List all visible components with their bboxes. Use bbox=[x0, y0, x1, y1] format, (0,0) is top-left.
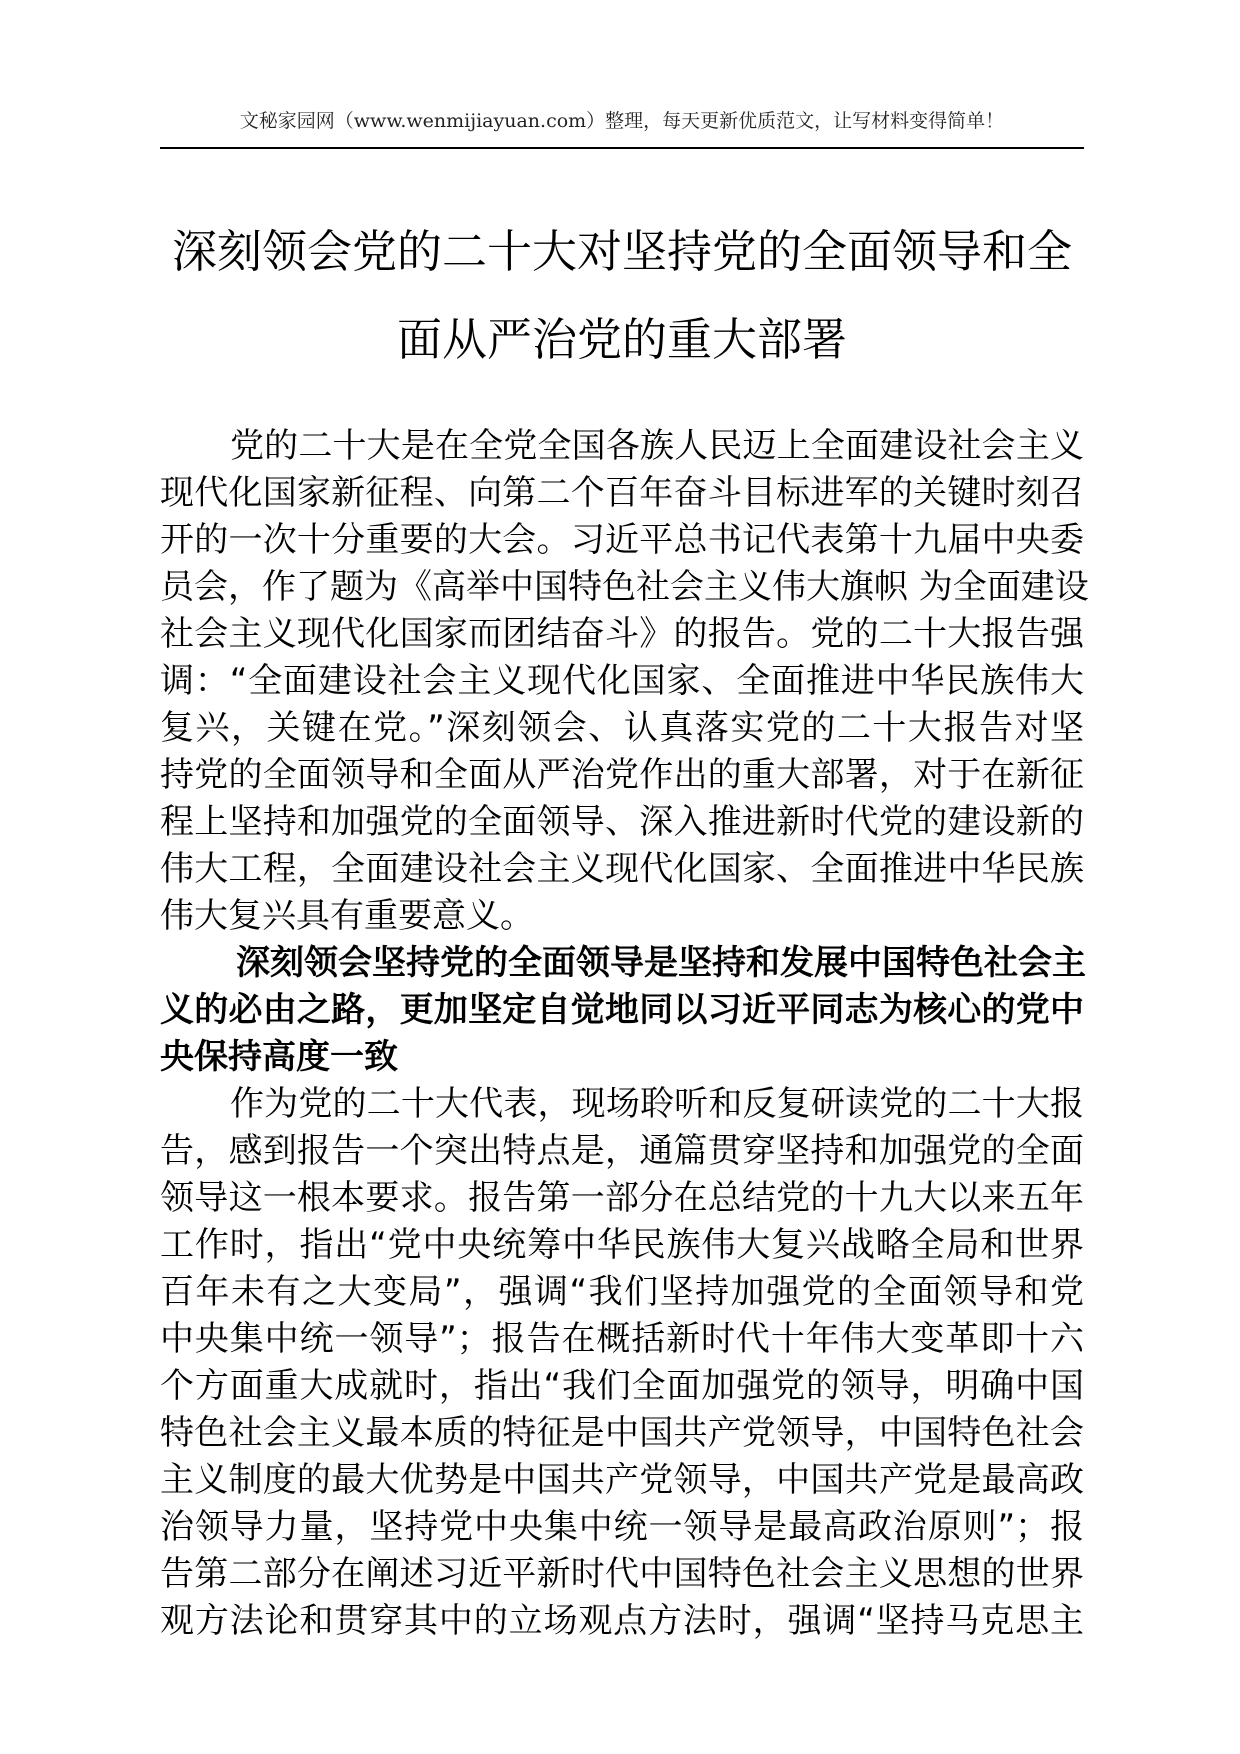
document-title bbox=[160, 208, 1084, 384]
header-divider bbox=[160, 147, 1084, 149]
section-heading-line: 深刻领会坚持党的全面领导是坚持和发展中国特色社会主 bbox=[236, 943, 1086, 983]
document-body bbox=[160, 423, 1089, 1645]
title-line-2: 面从严治党的重大部署 bbox=[396, 313, 847, 366]
paragraph-line: 告，感到报告一个突出特点是，通篇贯穿坚持和加强党的全面 bbox=[160, 1131, 1084, 1171]
paragraph-line: 告第二部分在阐述习近平新时代中国特色社会主义思想的世界 bbox=[160, 1554, 1084, 1594]
paragraph-line: 个方面重大成就时，指出“我们全面加强党的领导，明确中国 bbox=[160, 1366, 1084, 1406]
header-note: 文秘家园网（www.wenmijiayuan.com）整理，每天更新优质范文，让写材料变得简单！ bbox=[239, 110, 1005, 132]
title-line-1: 深刻领会党的二十大对坚持党的全面领导和全 bbox=[171, 225, 1072, 278]
paragraph-line: 领导这一根本要求。报告第一部分在总结党的十九大以来五年 bbox=[160, 1178, 1084, 1218]
paragraph-line: 伟大复兴具有重要意义。 bbox=[160, 896, 534, 936]
paragraph-line: 现代化国家新征程、向第二个百年奋斗目标进军的关键时刻召 bbox=[160, 473, 1084, 513]
paragraph-line: 特色社会主义最本质的特征是中国共产党领导，中国特色社会 bbox=[160, 1413, 1084, 1453]
paragraph-line: 持党的全面领导和全面从严治党作出的重大部署，对于在新征 bbox=[160, 755, 1084, 795]
paragraph-line: 工作时，指出“党中央统筹中华民族伟大复兴战略全局和世界 bbox=[160, 1225, 1084, 1265]
paragraph-line: 复兴，关键在党。”深刻领会、认真落实党的二十大报告对坚 bbox=[160, 708, 1084, 748]
paragraph-line: 社会主义现代化国家而团结奋斗》的报告。党的二十大报告强 bbox=[160, 614, 1084, 654]
paragraph-line: 中央集中统一领导”；报告在概括新时代十年伟大变革即十六 bbox=[160, 1319, 1084, 1359]
paragraph-line: 作为党的二十大代表，现场聆听和反复研读党的二十大报 bbox=[230, 1084, 1084, 1124]
paragraph-line: 百年未有之大变局”，强调“我们坚持加强党的全面领导和党 bbox=[160, 1272, 1084, 1312]
paragraph-line: 调：“全面建设社会主义现代化国家、全面推进中华民族伟大 bbox=[160, 661, 1084, 701]
section-heading-line: 义的必由之路，更加坚定自觉地同以习近平同志为核心的党中 bbox=[160, 990, 1084, 1030]
paragraph-line: 观方法论和贯穿其中的立场观点方法时，强调“坚持马克思主 bbox=[160, 1601, 1084, 1641]
paragraph-line: 员会，作了题为《高举中国特色社会主义伟大旗帜 为全面建设 bbox=[160, 567, 1089, 607]
paragraph-line: 主义制度的最大优势是中国共产党领导，中国共产党是最高政 bbox=[160, 1460, 1084, 1500]
paragraph-line: 程上坚持和加强党的全面领导、深入推进新时代党的建设新的 bbox=[160, 802, 1084, 842]
paragraph-line: 开的一次十分重要的大会。习近平总书记代表第十九届中央委 bbox=[160, 520, 1084, 560]
paragraph-line: 治领导力量，坚持党中央集中统一领导是最高政治原则”；报 bbox=[160, 1507, 1084, 1547]
paragraph-line: 伟大工程，全面建设社会主义现代化国家、全面推进中华民族 bbox=[160, 849, 1084, 889]
paragraph-line: 党的二十大是在全党全国各族人民迈上全面建设社会主义 bbox=[230, 426, 1084, 466]
section-heading-line: 央保持高度一致 bbox=[160, 1037, 398, 1077]
